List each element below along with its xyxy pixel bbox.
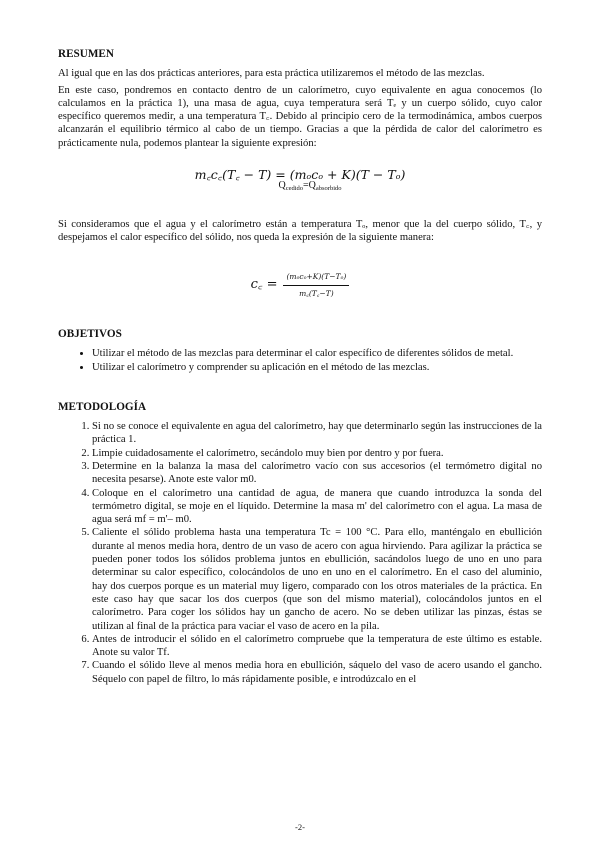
- q-absorbido: Q: [308, 180, 316, 192]
- resumen-heading: RESUMEN: [58, 48, 114, 60]
- objetivos-list: [58, 347, 542, 375]
- q-absorbido-sub: absorbido: [315, 185, 342, 193]
- resumen-paragraph-2: En este caso, pondremos en contacto dentro de un calorímetro, cuyo equivalente en agua conocemos (lo calculamos en la práctica 1), una masa de agua, cuya temperatura será Tₑ y un cuerpo sólido, cuyo calor específico queremos medir, a una temperatura T꜀. Debido al principio cero de la termodinámica, ambos cuerpos alcanzarán el equilibrio térmico al cabo de un tiempo. Gracias a que la pérdida de calor del calorímetro es prácticamente nula, podemos plantear la siguiente expresión:: [58, 84, 542, 149]
- metodologia-step: 6. Antes de introducir el sólido en el calorímetro compruebe que la temperatura de este último es estable. Anote su valor Tf.: [92, 633, 542, 660]
- specific-heat-formula: [58, 270, 542, 300]
- metodologia-step: 4. Coloque en el calorímetro una cantidad de agua, de manera que cuando introduzca la sonda del termómetro digital, se moje en el líquido. Determine la masa m' del calorímetro con el agua. La masa de agua será mf = m'– m0.: [92, 487, 542, 527]
- formula-fraction: [283, 270, 349, 300]
- resumen-paragraph-1: Al igual que en las dos prácticas anteriores, para esta práctica utilizaremos el método de las mezclas.: [58, 68, 485, 80]
- objetivo-item: • Utilizar el calorímetro y comprender su aplicación en el método de las mezclas.: [92, 361, 542, 374]
- metodologia-step: 7. Cuando el sólido lleve al menos media hora en ebullición, sáquelo del vaso de acero usando el gancho. Séquelo con papel de filtro, lo más rápidamente posible, e introdúzcalo en el: [92, 659, 542, 686]
- objetivo-item: • Utilizar el método de las mezclas para determinar el calor específico de diferentes sólidos de metal.: [92, 347, 542, 360]
- q-cedido: Q: [278, 180, 286, 192]
- heat-balance-equation: m꜀c꜀(T꜀ − T) = (mₒcₒ + K)(T − Tₒ): [194, 167, 406, 183]
- page-number: -2-: [295, 822, 305, 832]
- resumen-paragraph-3: Si consideramos que el agua y el calorímetro están a temperatura Tₒ, menor que la del cuerpo sólido, T꜀, y despejamos el calor específico del sólido, nos queda la expresión de la siguiente manera:: [58, 218, 542, 243]
- metodologia-step: 2. Limpie cuidadosamente el calorímetro, secándolo muy bien por dentro y por fuera.: [92, 447, 542, 460]
- heat-balance-labels: [78, 179, 542, 195]
- metodologia-step: 1. Si no se conoce el equivalente en agua del calorímetro, hay que determinarlo según las instrucciones de la práctica 1.: [92, 420, 542, 447]
- document-page: [58, 48, 542, 686]
- metodologia-heading: METODOLOGÍA: [58, 400, 147, 413]
- objetivos-heading: OBJETIVOS: [58, 327, 122, 340]
- formula-lhs: c꜀ =: [250, 277, 278, 293]
- metodologia-step: 5. Caliente el sólido problema hasta una temperatura Tc = 100 °C. Para ello, manténgalo en ebullición durante al menos media hora, dentro de un vaso de acero con agua hirviendo. Para agilizar la práctica se pueden poner todos los sólidos problema juntos en ebullición, sacándolos luego de uno en uno para determinar su calor específico, colocándolos de uno en uno en el calorímetro. En el caso del aluminio, hay dos cuerpos porque es un material muy ligero, comparado con los otros materiales de la práctica. En este caso hay que sacar los dos cuerpos (que son del mismo material), colocándolos juntos en el calorímetro. Para coger los sólidos hay un gancho de acero. No se deben utilizar las pinzas, éstas se utilizan al final de la práctica para vaciar el vaso de acero en la pila.: [92, 526, 542, 632]
- formula-denominator: m꜀(T꜀−T): [299, 288, 334, 298]
- metodologia-list: [58, 420, 542, 686]
- q-cedido-sub: cedido: [285, 185, 304, 193]
- q-equals: =: [303, 180, 309, 192]
- metodologia-step: 3. Determine en la balanza la masa del calorímetro vacío con sus accesorios (el termómetro digital no necesita pesarse). Anote este valor m0.: [92, 460, 542, 487]
- formula-numerator: (mₒcₒ+K)(T−Tₒ): [283, 270, 349, 285]
